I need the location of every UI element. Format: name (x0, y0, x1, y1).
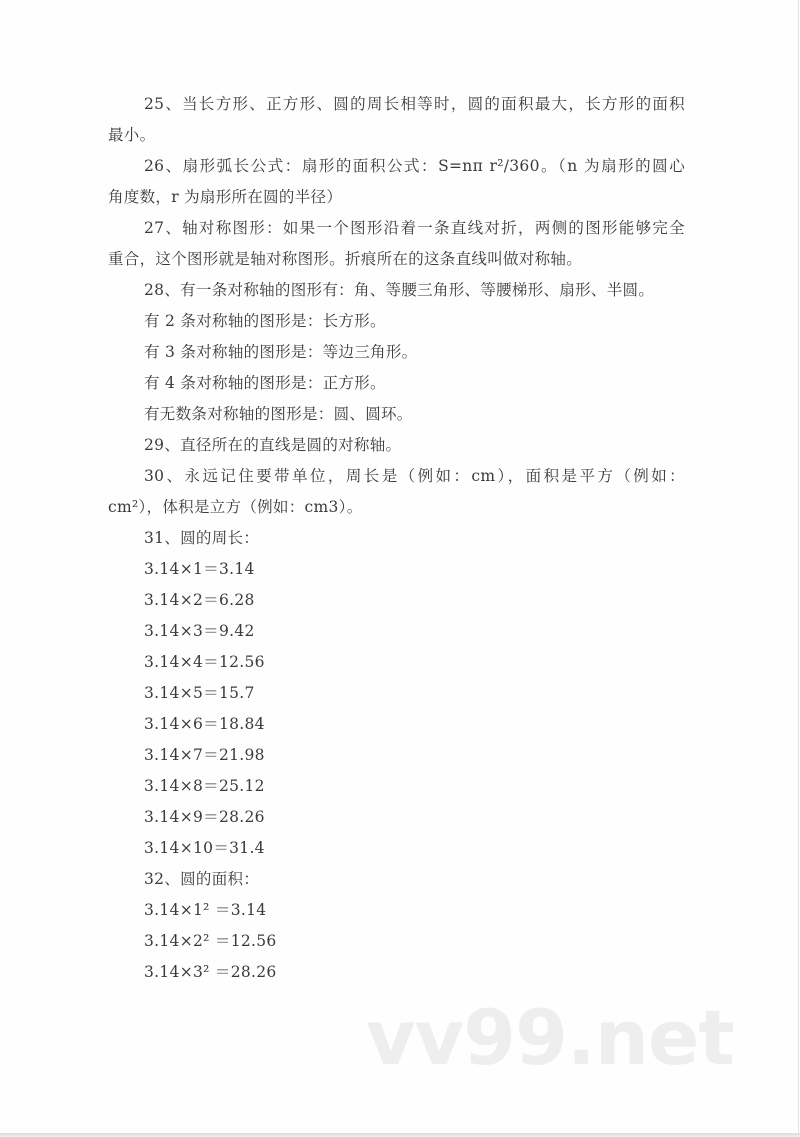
circumference-row-2: 3.14×2＝6.28 (144, 591, 255, 609)
item-25-line-2: 最小。 (108, 126, 156, 144)
circumference-row-6: 3.14×6＝18.84 (144, 715, 265, 733)
item-30-line-2: cm²），体积是立方（例如：cm3）。 (108, 498, 363, 516)
circumference-row-5: 3.14×5＝15.7 (144, 684, 255, 702)
area-row-2: 3.14×2² ＝12.56 (144, 932, 277, 950)
item-31-heading: 31、圆的周长： (144, 529, 260, 547)
item-28-heading: 28、有一条对称轴的图形有：角、等腰三角形、等腰梯形、扇形、半圆。 (144, 281, 655, 299)
item-28-four-axes: 有 4 条对称轴的图形是：正方形。 (144, 374, 386, 392)
circumference-row-1: 3.14×1＝3.14 (144, 560, 255, 578)
item-29: 29、直径所在的直线是圆的对称轴。 (144, 436, 402, 454)
item-32-heading: 32、圆的面积： (144, 870, 260, 888)
item-30-line-1: 30、永远记住要带单位，周长是（例如：cm），面积是平方（例如： (144, 467, 685, 485)
watermark: vv99.net (366, 993, 734, 1082)
item-28-two-axes: 有 2 条对称轴的图形是：长方形。 (144, 312, 386, 330)
circumference-row-10: 3.14×10＝31.4 (144, 839, 265, 857)
circumference-row-4: 3.14×4＝12.56 (144, 653, 265, 671)
item-26-line-1: 26、扇形弧长公式：扇形的面积公式：S=nπ r²/360。（n 为扇形的圆心 (144, 157, 685, 175)
item-28-three-axes: 有 3 条对称轴的图形是：等边三角形。 (144, 343, 418, 361)
document-body (108, 92, 685, 991)
item-26-line-2: 角度数，r 为扇形所在圆的半径） (108, 188, 343, 206)
item-27-line-2: 重合，这个图形就是轴对称图形。折痕所在的这条直线叫做对称轴。 (108, 250, 583, 268)
circumference-row-8: 3.14×8＝25.12 (144, 777, 265, 795)
area-row-1: 3.14×1² ＝3.14 (144, 901, 267, 919)
area-row-3: 3.14×3² ＝28.26 (144, 963, 277, 981)
item-28-infinite-axes: 有无数条对称轴的图形是：圆、圆环。 (144, 405, 413, 423)
circumference-row-3: 3.14×3＝9.42 (144, 622, 255, 640)
page-bottom-edge (0, 1133, 800, 1137)
item-27-line-1: 27、轴对称图形：如果一个图形沿着一条直线对折，两侧的图形能够完全 (144, 219, 685, 237)
circumference-row-9: 3.14×9＝28.26 (144, 808, 265, 826)
item-25-line-1: 25、当长方形、正方形、圆的周长相等时，圆的面积最大，长方形的面积 (144, 95, 685, 113)
circumference-row-7: 3.14×7＝21.98 (144, 746, 265, 764)
